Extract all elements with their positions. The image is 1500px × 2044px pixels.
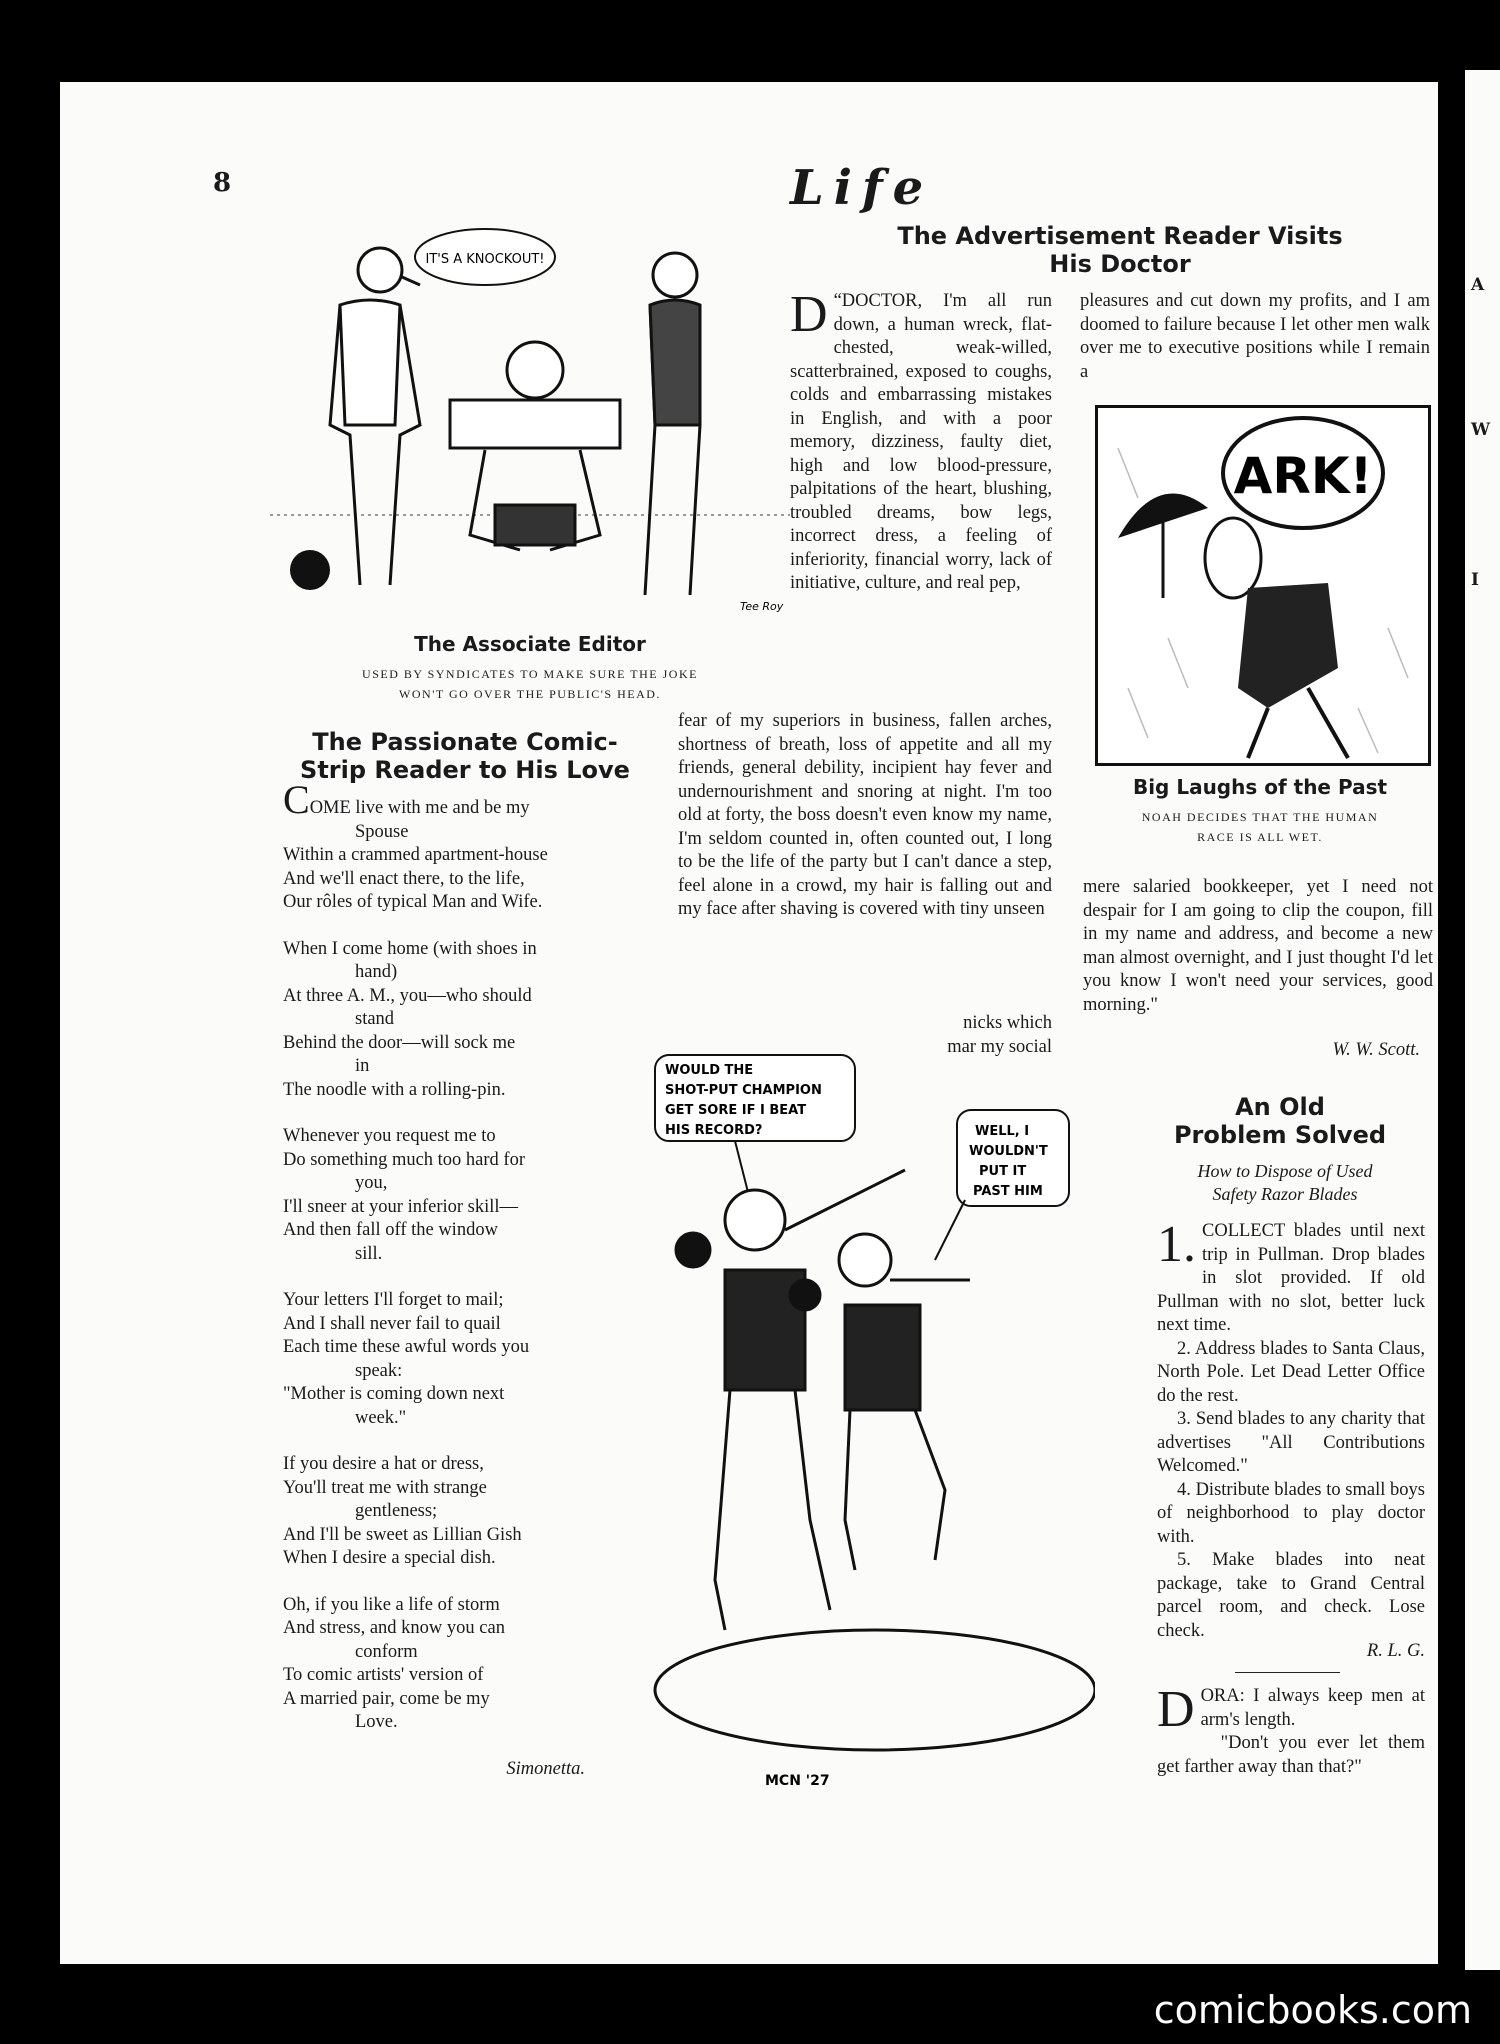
associate-editor-caption: The Associate Editor — [414, 632, 646, 656]
poem-title: The Passionate Comic- Strip Reader to His Love — [300, 728, 630, 784]
dora-drop-cap: D — [1157, 1681, 1195, 1738]
artist-signature-2: MCN '27 — [765, 1773, 830, 1789]
left-balloon — [655, 1055, 855, 1200]
poem-line: Spouse — [355, 821, 409, 842]
article-title: The Advertisement Reader Visits His Doctor — [897, 222, 1343, 278]
article-col2-bottom: mere salaried bookkeeper, yet I need not despair for I am going to clip the coupon, fill in my name and address, and become a new man almost overnight, and I just thought I'd let you know I won't need your services, good morning." — [1083, 877, 1433, 1015]
problem-subtitle: How to Dispose of Used Safety Razor Blades — [1197, 1161, 1373, 1204]
article-col1-top: D “DOCTOR, I'm all run down, a human wreck, flat-chested, weak-willed, scatterbrained, exposed to coughs, colds and embarrassing mistakes in English, and with a poor memory, dizziness, faulty diet, high and low blood-pressure, palpitations of the heart, blushing, troubled dreams, bow legs, incorrect dress, a feeling of inferiority, financial worry, lack of initiative, culture, and real pep, — [790, 286, 1052, 593]
right-balloon — [935, 1110, 1069, 1260]
noah-cartoon-frame — [1095, 405, 1431, 766]
poem-line: Our rôles of typical Man and Wife. — [283, 892, 543, 912]
challenger-figure — [790, 1234, 970, 1570]
svg-text:GET SORE IF I BEAT: GET SORE IF I BEAT — [665, 1103, 807, 1118]
poem-line: stand — [355, 1009, 395, 1029]
poem-line: week." — [355, 1407, 407, 1428]
poem-line: you, — [355, 1173, 388, 1193]
poem-line: I'll sneer at your inferior skill— — [283, 1196, 519, 1217]
poem-line: speak: — [355, 1360, 403, 1381]
poem-line: And I shall never fail to quail — [283, 1313, 501, 1334]
svg-text:WELL, I: WELL, I — [975, 1124, 1030, 1139]
poem-stanza-break — [283, 1571, 613, 1594]
problem-steps — [1157, 1216, 1425, 1643]
problem-step-4: 4. Distribute blades to small boys of neighborhood to play doctor with. — [1157, 1479, 1425, 1547]
poem-line: Your letters I'll forget to mail; — [283, 1290, 504, 1310]
associate-editor-subcaption-2: WON'T GO OVER THE PUBLIC'S HEAD. — [399, 687, 661, 701]
shot-put-ball-2 — [790, 1280, 820, 1310]
poem-line: When I come home (with shoes in — [283, 938, 537, 959]
poem-signature: Simonetta. — [506, 1759, 585, 1779]
poem-line: The noodle with a rolling-pin. — [283, 1079, 506, 1100]
poem-line: Love. — [355, 1712, 398, 1732]
divider-rule — [1235, 1672, 1340, 1673]
poem-line: And I'll be sweet as Lillian Gish — [283, 1524, 522, 1545]
page-number: 8 — [213, 168, 232, 198]
associate-editor-cartoon — [270, 225, 790, 625]
poem-line: And then fall off the window — [283, 1220, 498, 1240]
poem-stanza-break — [283, 1430, 613, 1453]
artist-signature: Tee Roy — [740, 600, 784, 613]
poem-line: Within a crammed apartment-house — [283, 845, 548, 865]
poem-line: You'll treat me with strange — [283, 1477, 487, 1498]
problem-step-3: 3. Send blades to any charity that advertises "All Contributions Welcomed." — [1157, 1409, 1425, 1476]
right-man-figure — [645, 253, 700, 595]
knockout-text: IT'S A KNOCKOUT! — [425, 252, 545, 267]
dora-line-1: ORA: I always keep men at arm's length. — [1200, 1686, 1425, 1730]
poem-line: And we'll enact there, to the life, — [283, 868, 525, 889]
problem-title: An Old Problem Solved — [1173, 1093, 1387, 1149]
adjacent-page-edge: A W I — [1465, 70, 1500, 1970]
poem-stanza-break — [283, 915, 613, 938]
dora-line-2: "Don't you ever let them get farther away than that?" — [1157, 1733, 1425, 1777]
poem-line: sill. — [355, 1243, 383, 1264]
shot-put-cartoon — [635, 1040, 1095, 1790]
throwing-circle — [655, 1630, 1095, 1750]
problem-drop-number: 1. — [1157, 1216, 1196, 1273]
bowling-ball — [290, 550, 330, 590]
article-col1-tail-1: nicks which — [963, 1013, 1052, 1033]
poem-line: At three A. M., you—who should — [283, 985, 532, 1006]
article-drop-cap: D — [790, 286, 828, 343]
masthead: Life — [790, 160, 934, 216]
noah-cartoon — [1098, 408, 1428, 763]
poem-stanza-break — [283, 1102, 613, 1125]
article-col2-top: pleasures and cut down my profits, and I am doomed to failure because I let other men walk over me to executive positions while I remain a — [1080, 291, 1430, 382]
poem-line: Each time these awful words you — [283, 1337, 530, 1357]
poem-line: A married pair, come be my — [283, 1688, 490, 1709]
svg-text:HIS RECORD?: HIS RECORD? — [665, 1123, 763, 1138]
poem-line: Behind the door—will sock me — [283, 1032, 516, 1053]
article-signature: W. W. Scott. — [1332, 1040, 1420, 1060]
shot-put-ball-1 — [676, 1233, 710, 1267]
ark-text: ARK! — [1233, 447, 1373, 505]
svg-text:SHOT-PUT CHAMPION: SHOT-PUT CHAMPION — [665, 1083, 822, 1098]
poem-line: When I desire a special dish. — [283, 1548, 496, 1568]
poem-line: "Mother is coming down next — [283, 1384, 505, 1404]
poem-line: And stress, and know you can — [283, 1618, 505, 1638]
article-col1-wide: fear of my superiors in business, fallen arches, shortness of breath, loss of appetite and all my friends, general debility, incipient hay fever and undernourishment and snoring at night. I'm too old at forty, the boss doesn't even know my name, I'm seldom counted in, often counted out, I long to be the life of the party but I can't dance a step, feel alone in a crowd, my hair is falling out and my face after shaving is covered with tiny unseen — [678, 711, 1052, 919]
editor-figure — [450, 342, 620, 550]
svg-text:PAST HIM: PAST HIM — [973, 1184, 1043, 1199]
noah-subcaption-2: RACE IS ALL WET. — [1197, 830, 1323, 844]
noah-head — [1205, 518, 1261, 598]
poem-line: Do something much too hard for — [283, 1149, 525, 1170]
svg-text:WOULD THE: WOULD THE — [665, 1063, 754, 1078]
problem-step-1: COLLECT blades until next trip in Pullman. Drop blades in slot provided. If old Pullman with no slot, better luck next time. — [1157, 1221, 1425, 1335]
poem-line: If you desire a hat or dress, — [283, 1454, 484, 1474]
svg-text:PUT IT: PUT IT — [979, 1164, 1027, 1179]
dora-joke — [1157, 1681, 1425, 1779]
poem-line: Oh, if you like a life of storm — [283, 1594, 500, 1615]
watermark: comicbooks.com — [1153, 1988, 1472, 2032]
svg-text:WOULDN'T: WOULDN'T — [969, 1144, 1048, 1159]
poem-drop-cap: C — [283, 777, 310, 822]
poem-line: Whenever you request me to — [283, 1126, 496, 1146]
poem-line: gentleness; — [355, 1501, 438, 1521]
poem-line: hand) — [355, 962, 398, 982]
poem-body: COME live with me and be my Spouse Within a crammed apartment-house And we'll enact there, to the life, Our rôles of typical Man and Wife. When I come home (with shoes in hand) At three A. M., you—who should stand Behind the door—will sock me in The noodle with a rolling-pin. Whenever you request me to Do something much too hard for you, I'll sneer at your inferior skill— And then fall off the window sill. Your letters I'll forget to mail; And I shall never fail to quail Each time these awful words you speak: "Mother is coming down next week." If you desire a hat or dress, You'll treat me with strange gentleness; And I'll be sweet as Lillian Gish When I desire a special dish. Oh, if you like a life of storm And stress, and know you can conform To comic artists' version of A married pair, come be my Love. — [283, 790, 613, 1735]
left-man-figure — [330, 248, 420, 585]
problem-signature: R. L. G. — [1366, 1641, 1425, 1661]
poem-line: To comic artists' version of — [283, 1665, 484, 1685]
noah-caption: Big Laughs of the Past — [1132, 775, 1388, 799]
poem-line: conform — [355, 1641, 418, 1662]
article-col1-tail-2: mar my social — [947, 1037, 1052, 1057]
problem-step-2: 2. Address blades to Santa Claus, North Pole. Let Dead Letter Office do the rest. — [1157, 1338, 1425, 1406]
noah-body — [1238, 583, 1338, 708]
noah-subcaption-1: NOAH DECIDES THAT THE HUMAN — [1141, 810, 1379, 824]
poem-stanza-break — [283, 1266, 613, 1289]
associate-editor-subcaption-1: USED BY SYNDICATES TO MAKE SURE THE JOKE — [362, 667, 698, 681]
poem-line: in — [355, 1056, 370, 1076]
problem-step-5: 5. Make blades into neat package, take to Grand Central parcel room, and check. Lose check. — [1157, 1550, 1425, 1641]
